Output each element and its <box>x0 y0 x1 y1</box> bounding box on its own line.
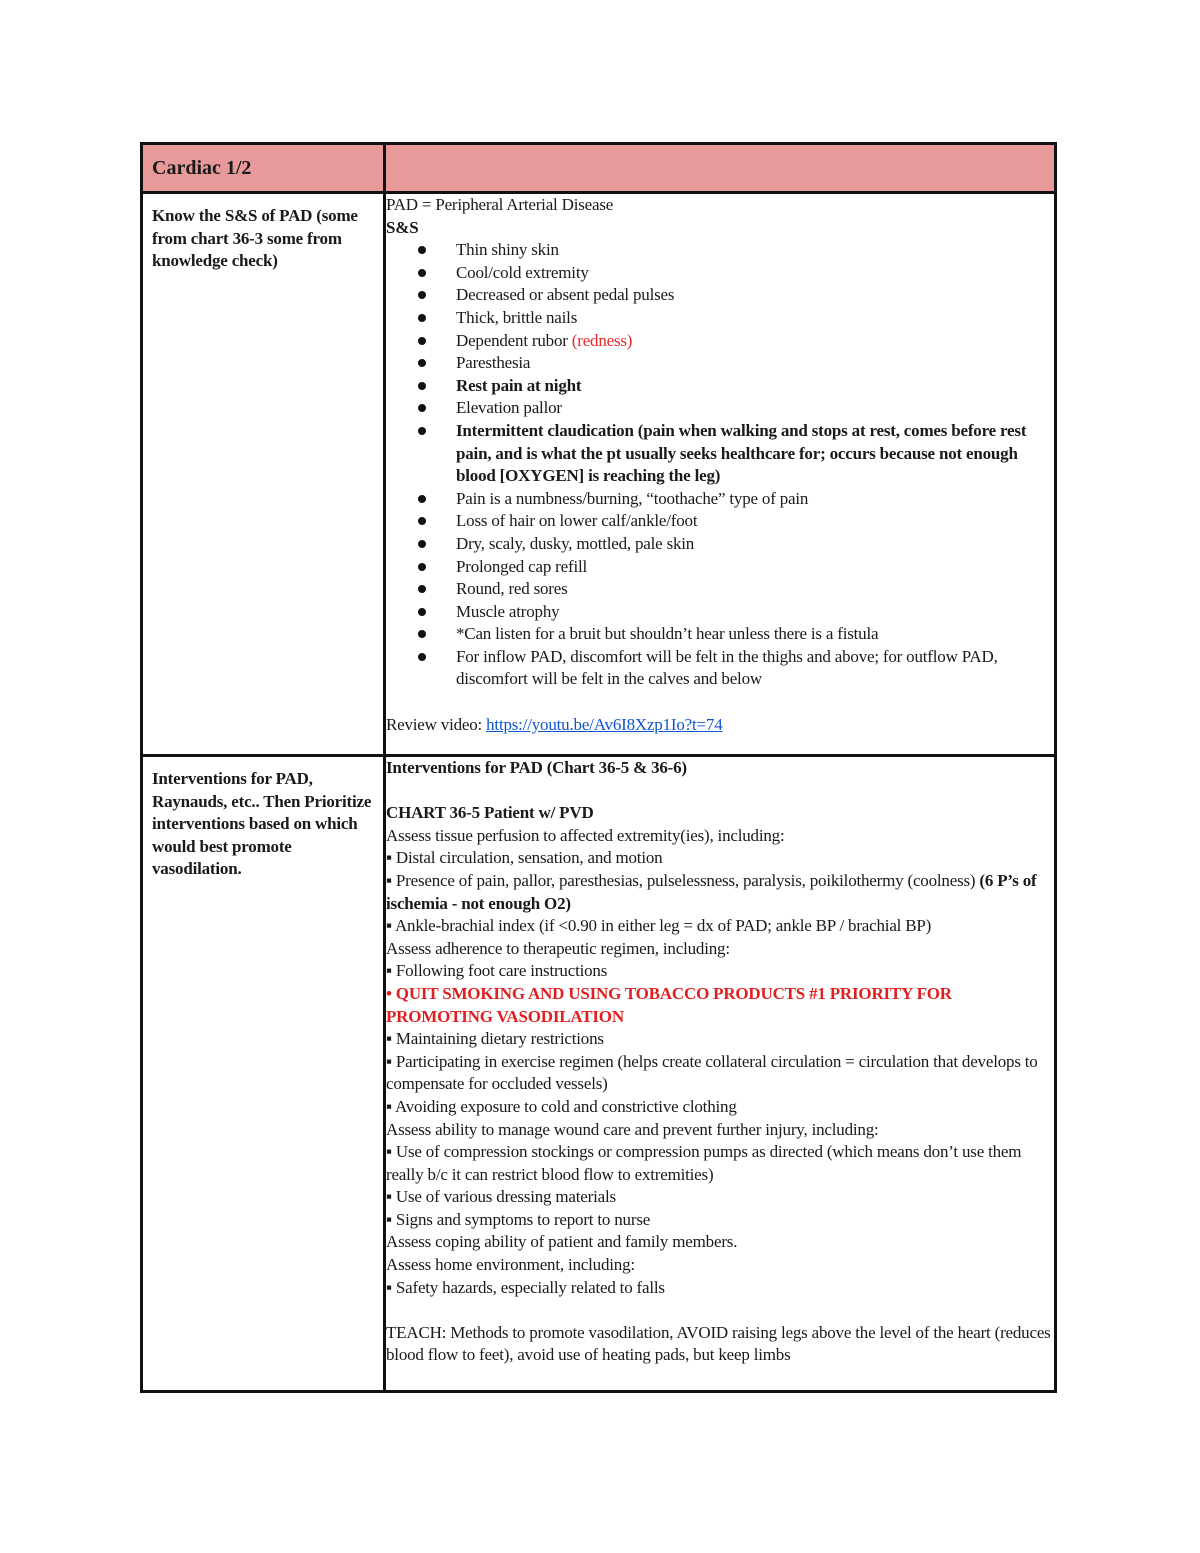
list-item: ▪ Maintaining dietary restrictions <box>386 1029 604 1049</box>
header-blank-cell <box>385 144 1056 193</box>
list-item: Pain is a numbness/burning, “toothache” type of pain <box>386 488 1054 511</box>
list-item: Muscle atrophy <box>386 601 1054 624</box>
list-item: *Can listen for a bruit but shouldn’t hear unless there is a fistula <box>386 623 1054 646</box>
ss-heading: S&S <box>386 217 419 237</box>
highlight-text: (redness) <box>571 330 633 350</box>
review-line <box>386 714 1054 737</box>
list-item: Dependent rubor (redness) <box>386 330 1054 353</box>
spacer <box>386 691 1054 714</box>
table-header-row <box>142 144 1056 193</box>
list-item: Rest pain at night <box>386 375 1054 398</box>
list-item: Assess tissue perfusion to affected extremity(ies), including: <box>386 825 785 845</box>
list-item: For inflow PAD, discomfort will be felt in the thighs and above; for outflow PAD, discomfort will be felt in the calves and below <box>386 646 1054 691</box>
list-item: ▪ Participating in exercise regimen (helps create collateral circulation = circulation that develops to compensate for occluded vessels) <box>386 1051 1038 1094</box>
list-item: Prolonged cap refill <box>386 556 1054 579</box>
list-item: Cool/cold extremity <box>386 262 1054 285</box>
symptom-list <box>386 239 1054 691</box>
interventions-heading: Interventions for PAD (Chart 36-5 & 36-6) <box>386 758 687 777</box>
question-text: Interventions for PAD, Raynauds, etc.. Then Prioritize interventions based on which would best promote vasodilation. <box>152 769 372 878</box>
priority-item: • QUIT SMOKING AND USING TOBACCO PRODUCTS #1 PRIORITY FOR PROMOTING VASODILATION <box>386 983 952 1026</box>
list-item: ▪ Use of various dressing materials <box>386 1187 616 1207</box>
list-item: ▪ Safety hazards, especially related to falls <box>386 1277 665 1297</box>
review-video-link[interactable]: https://youtu.be/Av6I8Xzp1Io?t=74 <box>486 714 723 734</box>
list-item: Assess ability to manage wound care and prevent further injury, including: <box>386 1119 879 1139</box>
list-item: Paresthesia <box>386 352 1054 375</box>
list-item: ▪ Avoiding exposure to cold and constrictive clothing <box>386 1096 737 1116</box>
notes-table <box>140 142 1057 1393</box>
list-item: ▪ Use of compression stockings or compression pumps as directed (which means don’t use them really b/c it can restrict blood flow to extremities) <box>386 1142 1022 1184</box>
spacer <box>386 780 1054 803</box>
spacer <box>386 1299 1054 1322</box>
list-item: ▪ Signs and symptoms to report to nurse <box>386 1209 651 1229</box>
list-item: Elevation pallor <box>386 397 1054 420</box>
review-label: Review video: <box>386 714 487 734</box>
question-cell <box>142 756 385 1392</box>
list-item: Loss of hair on lower calf/ankle/foot <box>386 510 1054 533</box>
table-row <box>142 193 1056 756</box>
table-row <box>142 756 1056 1392</box>
answer-cell <box>385 193 1056 756</box>
list-item: Assess adherence to therapeutic regimen, including: <box>386 938 730 958</box>
list-item: Decreased or absent pedal pulses <box>386 284 1054 307</box>
list-item: Intermittent claudication (pain when walking and stops at rest, comes before rest pain, and is what the pt usually seeks healthcare for; occurs because not enough blood [OXYGEN] is reaching the leg) <box>386 420 1054 488</box>
question-text: Know the S&S of PAD (some from chart 36-3 some from knowledge check) <box>152 206 358 270</box>
list-item: ▪ Ankle-brachial index (if <0.90 in either leg = dx of PAD; ankle BP / brachial BP) <box>386 916 932 936</box>
list-item: Assess home environment, including: <box>386 1255 635 1275</box>
list-item: Dry, scaly, dusky, mottled, pale skin <box>386 533 1054 556</box>
list-item: ▪ Distal circulation, sensation, and motion <box>386 848 663 868</box>
chart-heading: CHART 36-5 Patient w/ PVD <box>386 803 594 823</box>
list-item: ▪ Presence of pain, pallor, paresthesias, pulselessness, paralysis, poikilothermy (coolness) (6 P’s of ischemia - not enough O2) <box>386 870 1037 913</box>
list-item: ▪ Following foot care instructions <box>386 961 608 981</box>
list-item: Assess coping ability of patient and family members. <box>386 1232 738 1252</box>
definition-text: PAD = Peripheral Arterial Disease <box>386 195 614 214</box>
list-item: Thick, brittle nails <box>386 307 1054 330</box>
header-title-cell <box>142 144 385 193</box>
page-title: Cardiac 1/2 <box>152 157 252 179</box>
teach-text: TEACH: Methods to promote vasodilation, AVOID raising legs above the level of the heart (reduces blood flow to feet), avoid use of heating pads, but keep limbs <box>386 1322 1051 1365</box>
list-item: Thin shiny skin <box>386 239 1054 262</box>
question-cell <box>142 193 385 756</box>
list-item: Round, red sores <box>386 578 1054 601</box>
answer-cell <box>385 756 1056 1392</box>
